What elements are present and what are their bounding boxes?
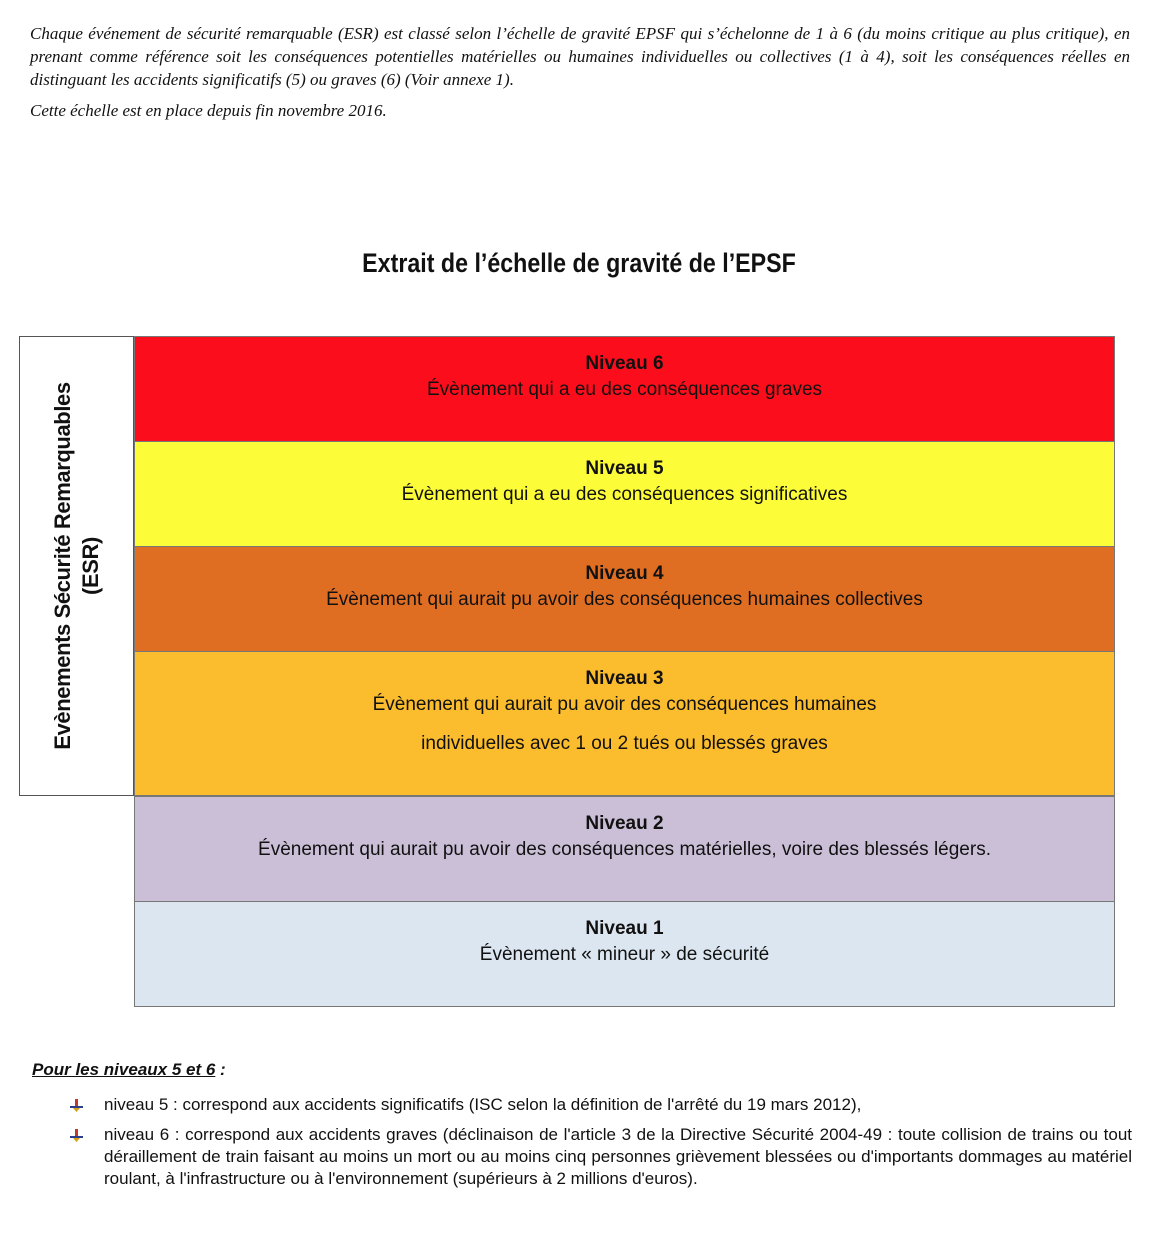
level-5-band	[134, 441, 1115, 547]
intro-paragraph-1: Chaque événement de sécurité remarquable (ESR) est classé selon l’échelle de gravité EPSF qui s’échelonne de 1 à 6 (du moins critique au plus critique), en prenant comme référence soit les conséquences potentielles matérielles ou humaines individuelles ou collectives (1 à 4), soit les conséquences réelles en distinguant les accidents significatifs (5) ou graves (6) (Voir annexe 1).	[30, 24, 1130, 89]
esr-side-line-2: (ESR)	[77, 537, 103, 595]
level-6-title: Niveau 6	[585, 353, 664, 374]
list-item	[32, 1094, 1132, 1116]
level-4-band	[134, 546, 1115, 652]
level-3-description: Évènement qui aurait pu avoir des conséquences humaines individuelles avec 1 ou 2 tués ou blessés graves	[372, 694, 877, 754]
level-1-title: Niveau 1	[585, 918, 664, 939]
level-2-band	[134, 796, 1115, 902]
bullet-text-level-5: niveau 5 : correspond aux accidents significatifs (ISC selon la définition de l'arrêté du 19 mars 2012),	[104, 1095, 862, 1114]
level-2-title: Niveau 2	[585, 813, 664, 834]
down-arrow-bullet-icon	[70, 1129, 83, 1142]
severity-scale	[134, 336, 1115, 1006]
level-1-description: Évènement « mineur » de sécurité	[479, 944, 770, 965]
level-6-description: Évènement qui a eu des conséquences graves	[426, 379, 823, 400]
list-item	[32, 1124, 1132, 1190]
level-3-title: Niveau 3	[585, 668, 664, 689]
level-4-description: Évènement qui aurait pu avoir des conséquences humaines collectives	[326, 589, 923, 610]
down-arrow-bullet-icon	[70, 1099, 83, 1112]
level-1-band	[134, 901, 1115, 1007]
scale-title: Extrait de l’échelle de gravité de l’EPSF	[362, 248, 796, 278]
level-4-title: Niveau 4	[585, 563, 664, 584]
bullet-text-level-6: niveau 6 : correspond aux accidents graves (déclinaison de l'article 3 de la Directive Sécurité 2004-49 : toute collision de trains ou tout déraillement de train faisant au moins un mort ou au moins cinq personnes grièvement blessées ou d'importants dommages au matériel roulant, à l'infrastructure ou à l'environnement (supérieurs à 2 millions d'euros).	[104, 1125, 1132, 1188]
footer-notes	[32, 1060, 1132, 1198]
intro-paragraph-2: Cette échelle est en place depuis fin novembre 2016.	[30, 101, 387, 120]
esr-side-line-1: Evènements Sécurité Remarquables	[49, 382, 75, 750]
level-2-description: Évènement qui aurait pu avoir des conséquences matérielles, voire des blessés légers.	[258, 839, 991, 860]
level-3-band	[134, 651, 1115, 796]
footer-heading: Pour les niveaux 5 et 6 :	[32, 1060, 226, 1079]
esr-side-label	[19, 336, 134, 796]
level-6-band	[134, 336, 1115, 442]
level-5-description: Évènement qui a eu des conséquences significatives	[401, 484, 848, 505]
footer-bullet-list	[32, 1094, 1132, 1190]
esr-side-text	[49, 351, 105, 781]
level-5-title: Niveau 5	[585, 458, 664, 479]
intro-text	[30, 22, 1130, 130]
